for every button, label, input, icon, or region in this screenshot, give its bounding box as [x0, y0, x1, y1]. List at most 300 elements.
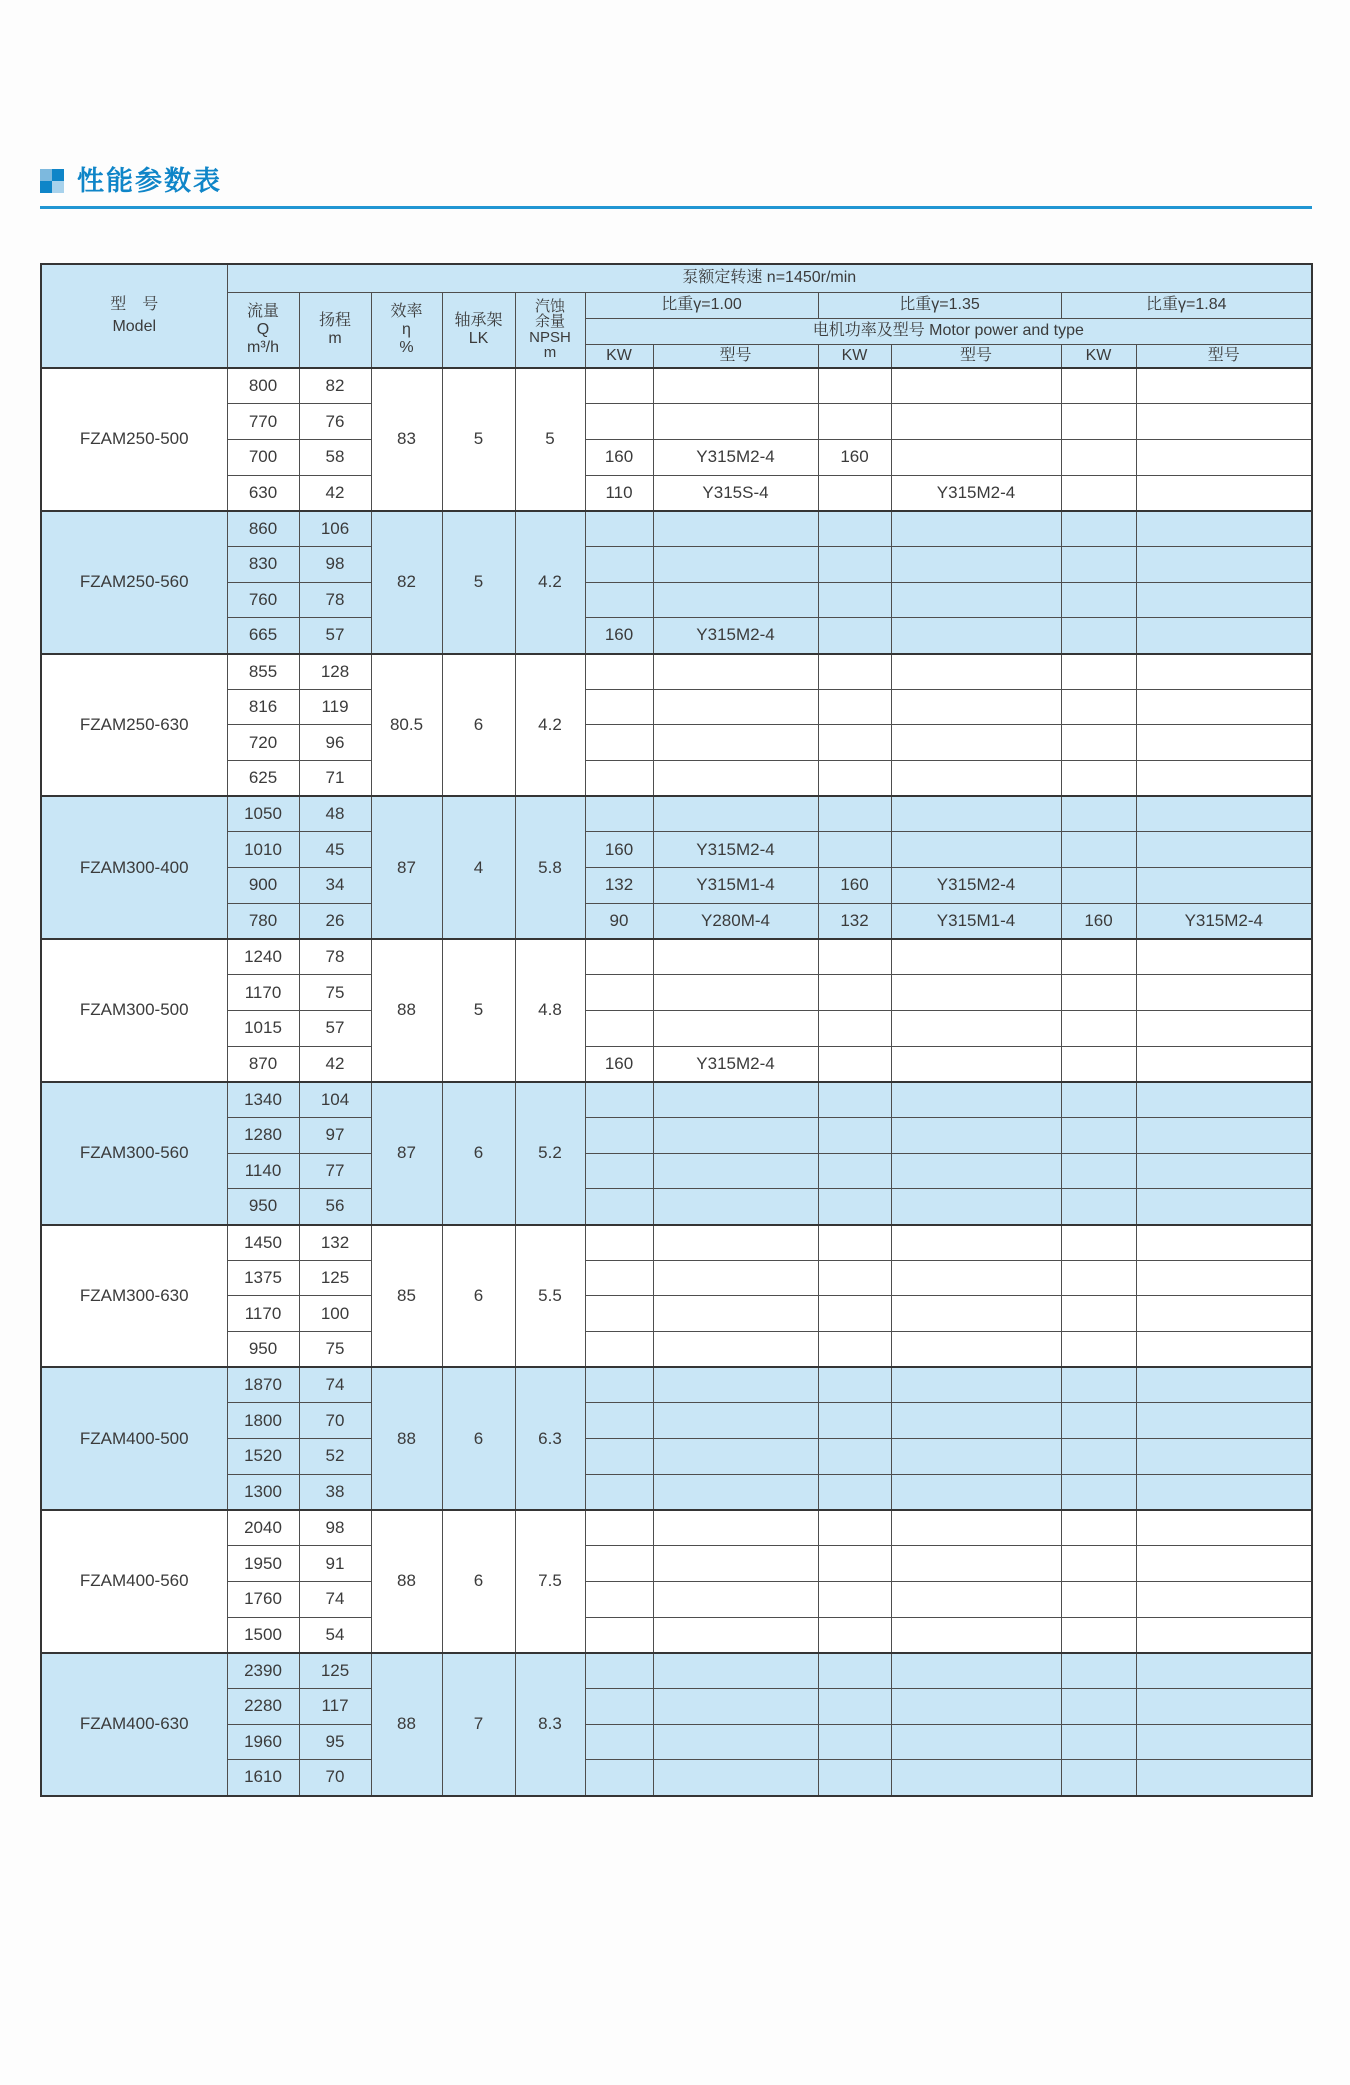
flow-cell: 950 — [227, 1332, 299, 1368]
lift-cell: 91 — [299, 1546, 371, 1582]
bearing-cell: 6 — [442, 654, 515, 797]
motor-kw-cell — [818, 1510, 891, 1546]
motor-type-cell — [1136, 1225, 1312, 1261]
npsh-cell: 5.5 — [515, 1225, 585, 1368]
motor-type-cell — [1136, 1724, 1312, 1760]
motor-kw-cell — [585, 654, 653, 690]
performance-parameter-table — [40, 263, 1313, 1797]
lift-cell: 76 — [299, 404, 371, 440]
motor-type-cell: Y315M2-4 — [653, 618, 818, 654]
lift-cell: 70 — [299, 1760, 371, 1796]
motor-type-cell — [653, 1653, 818, 1689]
flow-cell: 1760 — [227, 1581, 299, 1617]
header-gravity-100: 比重γ=1.00 — [585, 292, 818, 318]
motor-kw-cell — [818, 618, 891, 654]
title-underline — [40, 206, 1312, 209]
lift-cell: 52 — [299, 1439, 371, 1475]
section-header — [40, 165, 1350, 197]
motor-kw-cell — [818, 832, 891, 868]
motor-kw-cell — [1061, 1225, 1136, 1261]
motor-kw-cell — [585, 725, 653, 761]
motor-type-cell — [891, 511, 1061, 547]
motor-type-cell — [891, 439, 1061, 475]
motor-kw-cell — [1061, 368, 1136, 404]
flow-cell: 1300 — [227, 1474, 299, 1510]
motor-kw-cell — [585, 1474, 653, 1510]
motor-type-cell — [1136, 618, 1312, 654]
motor-kw-cell — [818, 1332, 891, 1368]
motor-type-cell — [1136, 1546, 1312, 1582]
motor-kw-cell — [585, 939, 653, 975]
motor-type-cell — [653, 511, 818, 547]
lift-cell: 125 — [299, 1260, 371, 1296]
table-header — [41, 264, 1312, 368]
efficiency-cell: 83 — [371, 368, 442, 511]
motor-type-cell — [1136, 1653, 1312, 1689]
motor-kw-cell — [818, 1153, 891, 1189]
motor-type-cell — [1136, 1760, 1312, 1796]
motor-kw-cell — [1061, 618, 1136, 654]
motor-kw-cell: 110 — [585, 475, 653, 511]
motor-kw-cell — [1061, 404, 1136, 440]
model-cell: FZAM400-630 — [41, 1653, 227, 1796]
lift-cell: 38 — [299, 1474, 371, 1510]
motor-type-cell — [1136, 1439, 1312, 1475]
motor-kw-cell — [818, 1010, 891, 1046]
header-rated-speed: 泵额定转速 n=1450r/min — [227, 264, 1312, 292]
lift-cell: 82 — [299, 368, 371, 404]
motor-kw-cell — [1061, 1688, 1136, 1724]
lift-cell: 106 — [299, 511, 371, 547]
motor-type-cell — [891, 368, 1061, 404]
flow-cell: 1050 — [227, 796, 299, 832]
motor-type-cell — [1136, 725, 1312, 761]
motor-type-cell — [1136, 582, 1312, 618]
flow-cell: 625 — [227, 761, 299, 797]
flow-cell: 1010 — [227, 832, 299, 868]
motor-type-cell: Y315M1-4 — [653, 868, 818, 904]
motor-type-cell — [891, 1082, 1061, 1118]
motor-type-cell — [653, 1082, 818, 1118]
flow-cell: 900 — [227, 868, 299, 904]
lift-cell: 119 — [299, 689, 371, 725]
motor-type-cell — [891, 654, 1061, 690]
motor-kw-cell — [585, 1760, 653, 1796]
bearing-cell: 5 — [442, 368, 515, 511]
flow-cell: 1340 — [227, 1082, 299, 1118]
motor-type-cell — [1136, 1688, 1312, 1724]
motor-kw-cell — [1061, 1474, 1136, 1510]
motor-kw-cell — [1061, 511, 1136, 547]
npsh-cell: 4.2 — [515, 511, 585, 654]
motor-type-cell — [653, 1117, 818, 1153]
motor-kw-cell: 132 — [818, 903, 891, 939]
motor-type-cell: Y315M2-4 — [653, 1046, 818, 1082]
motor-kw-cell — [585, 1332, 653, 1368]
motor-type-cell — [891, 1046, 1061, 1082]
motor-kw-cell — [585, 1510, 653, 1546]
motor-type-cell — [1136, 1403, 1312, 1439]
lift-cell: 54 — [299, 1617, 371, 1653]
motor-type-cell — [891, 1474, 1061, 1510]
lift-cell: 100 — [299, 1296, 371, 1332]
efficiency-cell: 87 — [371, 796, 442, 939]
motor-type-cell — [891, 1546, 1061, 1582]
motor-kw-cell — [1061, 725, 1136, 761]
lift-cell: 56 — [299, 1189, 371, 1225]
motor-kw-cell — [1061, 939, 1136, 975]
flow-cell: 770 — [227, 404, 299, 440]
motor-kw-cell: 160 — [585, 618, 653, 654]
lift-cell: 26 — [299, 903, 371, 939]
motor-kw-cell — [818, 1760, 891, 1796]
motor-type-cell — [891, 1760, 1061, 1796]
motor-type-cell — [653, 1688, 818, 1724]
motor-kw-cell — [585, 796, 653, 832]
motor-kw-cell — [585, 1189, 653, 1225]
lift-cell: 125 — [299, 1653, 371, 1689]
motor-type-cell — [891, 761, 1061, 797]
motor-type-cell — [891, 1510, 1061, 1546]
model-cell: FZAM250-560 — [41, 511, 227, 654]
motor-kw-cell — [818, 1046, 891, 1082]
motor-kw-cell: 160 — [585, 1046, 653, 1082]
col-header-kw-3: KW — [1061, 344, 1136, 368]
motor-kw-cell — [1061, 1189, 1136, 1225]
header-gravity-135: 比重γ=1.35 — [818, 292, 1061, 318]
section-marker-icon — [40, 169, 64, 193]
col-header-lift: 扬程 m — [299, 292, 371, 368]
motor-type-cell — [1136, 975, 1312, 1011]
motor-type-cell — [891, 1260, 1061, 1296]
motor-kw-cell — [585, 1403, 653, 1439]
motor-kw-cell — [818, 546, 891, 582]
motor-kw-cell — [585, 1724, 653, 1760]
flow-cell: 816 — [227, 689, 299, 725]
motor-type-cell — [891, 582, 1061, 618]
motor-type-cell — [1136, 1581, 1312, 1617]
model-cell: FZAM300-560 — [41, 1082, 227, 1225]
motor-kw-cell — [585, 1439, 653, 1475]
motor-type-cell — [891, 1724, 1061, 1760]
bearing-cell: 5 — [442, 939, 515, 1082]
lift-cell: 58 — [299, 439, 371, 475]
motor-type-cell — [653, 725, 818, 761]
motor-type-cell — [653, 404, 818, 440]
motor-type-cell — [1136, 1510, 1312, 1546]
motor-kw-cell — [818, 1082, 891, 1118]
motor-type-cell — [891, 1010, 1061, 1046]
motor-kw-cell — [1061, 546, 1136, 582]
motor-type-cell — [1136, 1189, 1312, 1225]
motor-type-cell — [1136, 1010, 1312, 1046]
motor-kw-cell — [818, 368, 891, 404]
motor-kw-cell — [818, 939, 891, 975]
motor-kw-cell — [585, 1225, 653, 1261]
motor-type-cell — [891, 1653, 1061, 1689]
lift-cell: 95 — [299, 1724, 371, 1760]
lift-cell: 74 — [299, 1581, 371, 1617]
motor-type-cell: Y315M2-4 — [891, 868, 1061, 904]
flow-cell: 1170 — [227, 1296, 299, 1332]
flow-cell: 630 — [227, 475, 299, 511]
motor-type-cell — [1136, 1260, 1312, 1296]
col-header-type-1: 型号 — [653, 344, 818, 368]
flow-cell: 1240 — [227, 939, 299, 975]
motor-kw-cell — [585, 1617, 653, 1653]
lift-cell: 117 — [299, 1688, 371, 1724]
flow-cell: 1140 — [227, 1153, 299, 1189]
motor-type-cell — [891, 404, 1061, 440]
motor-kw-cell — [585, 582, 653, 618]
motor-kw-cell — [818, 1439, 891, 1475]
motor-kw-cell — [1061, 1617, 1136, 1653]
motor-type-cell — [891, 1332, 1061, 1368]
motor-kw-cell — [1061, 1046, 1136, 1082]
motor-kw-cell — [585, 1546, 653, 1582]
motor-type-cell — [891, 725, 1061, 761]
motor-kw-cell — [585, 1688, 653, 1724]
flow-cell: 2280 — [227, 1688, 299, 1724]
flow-cell: 1170 — [227, 975, 299, 1011]
lift-cell: 132 — [299, 1225, 371, 1261]
motor-kw-cell — [1061, 475, 1136, 511]
motor-type-cell — [653, 1724, 818, 1760]
motor-type-cell — [891, 618, 1061, 654]
motor-type-cell: Y315M2-4 — [653, 439, 818, 475]
flow-cell: 860 — [227, 511, 299, 547]
efficiency-cell: 88 — [371, 1510, 442, 1653]
motor-kw-cell — [585, 975, 653, 1011]
flow-cell: 2390 — [227, 1653, 299, 1689]
motor-kw-cell — [585, 761, 653, 797]
flow-cell: 950 — [227, 1189, 299, 1225]
motor-kw-cell — [585, 1260, 653, 1296]
motor-type-cell — [653, 582, 818, 618]
bearing-cell: 4 — [442, 796, 515, 939]
lift-cell: 42 — [299, 1046, 371, 1082]
col-header-npsh: 汽蚀 余量 NPSH m — [515, 292, 585, 368]
motor-kw-cell — [1061, 1546, 1136, 1582]
motor-type-cell — [1136, 654, 1312, 690]
motor-type-cell — [1136, 1367, 1312, 1403]
motor-type-cell — [653, 975, 818, 1011]
motor-type-cell — [653, 1260, 818, 1296]
motor-type-cell: Y315M2-4 — [891, 475, 1061, 511]
flow-cell: 1800 — [227, 1403, 299, 1439]
motor-kw-cell — [1061, 975, 1136, 1011]
lift-cell: 78 — [299, 939, 371, 975]
lift-cell: 96 — [299, 725, 371, 761]
motor-kw-cell — [818, 796, 891, 832]
motor-kw-cell — [818, 1260, 891, 1296]
motor-kw-cell — [585, 1296, 653, 1332]
motor-kw-cell — [1061, 868, 1136, 904]
motor-kw-cell — [585, 368, 653, 404]
motor-type-cell — [653, 1617, 818, 1653]
motor-type-cell — [1136, 832, 1312, 868]
motor-kw-cell — [1061, 689, 1136, 725]
motor-kw-cell — [818, 1724, 891, 1760]
efficiency-cell: 85 — [371, 1225, 442, 1368]
motor-type-cell — [1136, 1296, 1312, 1332]
lift-cell: 75 — [299, 1332, 371, 1368]
motor-kw-cell — [1061, 1510, 1136, 1546]
model-cell: FZAM300-400 — [41, 796, 227, 939]
npsh-cell: 5.8 — [515, 796, 585, 939]
flow-cell: 1870 — [227, 1367, 299, 1403]
motor-type-cell — [1136, 689, 1312, 725]
efficiency-cell: 88 — [371, 1653, 442, 1796]
motor-kw-cell — [585, 511, 653, 547]
motor-kw-cell — [1061, 1153, 1136, 1189]
motor-type-cell — [1136, 761, 1312, 797]
table-body — [41, 368, 1312, 1796]
motor-type-cell — [1136, 1474, 1312, 1510]
header-gravity-184: 比重γ=1.84 — [1061, 292, 1312, 318]
motor-type-cell — [653, 1189, 818, 1225]
npsh-cell: 4.2 — [515, 654, 585, 797]
motor-type-cell — [1136, 404, 1312, 440]
motor-type-cell — [653, 1474, 818, 1510]
motor-kw-cell — [1061, 1082, 1136, 1118]
flow-cell: 1375 — [227, 1260, 299, 1296]
motor-kw-cell — [818, 1367, 891, 1403]
col-header-bearing: 轴承架 LK — [442, 292, 515, 368]
flow-cell: 1520 — [227, 1439, 299, 1475]
motor-type-cell — [653, 1010, 818, 1046]
motor-kw-cell: 160 — [585, 439, 653, 475]
efficiency-cell: 87 — [371, 1082, 442, 1225]
motor-kw-cell — [585, 689, 653, 725]
motor-type-cell — [891, 689, 1061, 725]
motor-type-cell: Y315M1-4 — [891, 903, 1061, 939]
motor-kw-cell — [1061, 582, 1136, 618]
motor-type-cell — [1136, 475, 1312, 511]
motor-kw-cell — [1061, 439, 1136, 475]
lift-cell: 48 — [299, 796, 371, 832]
motor-type-cell — [891, 1117, 1061, 1153]
motor-kw-cell: 160 — [818, 868, 891, 904]
motor-type-cell — [653, 1367, 818, 1403]
npsh-cell: 8.3 — [515, 1653, 585, 1796]
motor-kw-cell — [818, 404, 891, 440]
motor-type-cell — [653, 761, 818, 797]
lift-cell: 42 — [299, 475, 371, 511]
flow-cell: 720 — [227, 725, 299, 761]
motor-kw-cell — [1061, 1332, 1136, 1368]
lift-cell: 98 — [299, 546, 371, 582]
motor-kw-cell — [818, 1688, 891, 1724]
flow-cell: 665 — [227, 618, 299, 654]
motor-kw-cell — [1061, 1403, 1136, 1439]
motor-type-cell — [653, 1510, 818, 1546]
motor-type-cell — [891, 1189, 1061, 1225]
motor-type-cell — [891, 1367, 1061, 1403]
motor-type-cell — [653, 1296, 818, 1332]
motor-kw-cell — [818, 1296, 891, 1332]
npsh-cell: 5 — [515, 368, 585, 511]
flow-cell: 780 — [227, 903, 299, 939]
motor-kw-cell — [1061, 832, 1136, 868]
bearing-cell: 5 — [442, 511, 515, 654]
efficiency-cell: 88 — [371, 939, 442, 1082]
motor-kw-cell — [1061, 1724, 1136, 1760]
flow-cell: 855 — [227, 654, 299, 690]
lift-cell: 74 — [299, 1367, 371, 1403]
motor-kw-cell — [585, 1367, 653, 1403]
npsh-cell: 4.8 — [515, 939, 585, 1082]
motor-type-cell: Y280M-4 — [653, 903, 818, 939]
motor-kw-cell — [818, 1581, 891, 1617]
flow-cell: 1500 — [227, 1617, 299, 1653]
motor-kw-cell: 160 — [818, 439, 891, 475]
flow-cell: 760 — [227, 582, 299, 618]
motor-type-cell — [653, 1760, 818, 1796]
motor-kw-cell — [818, 1225, 891, 1261]
bearing-cell: 6 — [442, 1510, 515, 1653]
motor-kw-cell — [1061, 761, 1136, 797]
motor-type-cell — [1136, 939, 1312, 975]
motor-type-cell — [1136, 368, 1312, 404]
motor-kw-cell — [1061, 1760, 1136, 1796]
motor-type-cell — [653, 1225, 818, 1261]
bearing-cell: 6 — [442, 1082, 515, 1225]
motor-type-cell — [891, 1296, 1061, 1332]
bearing-cell: 6 — [442, 1225, 515, 1368]
motor-kw-cell — [1061, 1010, 1136, 1046]
motor-kw-cell — [818, 1474, 891, 1510]
motor-kw-cell — [1061, 1296, 1136, 1332]
col-header-kw-1: KW — [585, 344, 653, 368]
flow-cell: 800 — [227, 368, 299, 404]
motor-type-cell — [891, 832, 1061, 868]
model-cell: FZAM300-630 — [41, 1225, 227, 1368]
motor-kw-cell — [585, 404, 653, 440]
efficiency-cell: 88 — [371, 1367, 442, 1510]
motor-kw-cell — [1061, 654, 1136, 690]
motor-kw-cell — [818, 511, 891, 547]
motor-kw-cell — [585, 1153, 653, 1189]
motor-kw-cell: 160 — [585, 832, 653, 868]
motor-type-cell — [1136, 1617, 1312, 1653]
motor-type-cell — [1136, 868, 1312, 904]
model-cell: FZAM250-630 — [41, 654, 227, 797]
col-header-model-en: Model — [112, 318, 157, 335]
motor-kw-cell — [818, 1117, 891, 1153]
motor-type-cell — [653, 368, 818, 404]
motor-kw-cell — [585, 1082, 653, 1118]
motor-kw-cell — [1061, 1439, 1136, 1475]
motor-type-cell — [891, 1688, 1061, 1724]
motor-kw-cell: 90 — [585, 903, 653, 939]
motor-type-cell — [653, 1332, 818, 1368]
motor-kw-cell — [818, 689, 891, 725]
motor-type-cell — [1136, 546, 1312, 582]
motor-type-cell — [891, 939, 1061, 975]
motor-type-cell — [891, 1403, 1061, 1439]
motor-type-cell — [891, 1153, 1061, 1189]
flow-cell: 870 — [227, 1046, 299, 1082]
motor-type-cell — [653, 654, 818, 690]
col-header-flow: 流量 Q m³/h — [227, 292, 299, 368]
col-header-model-zh: 型 号 — [110, 296, 159, 314]
motor-type-cell — [1136, 439, 1312, 475]
motor-type-cell: Y315M2-4 — [653, 832, 818, 868]
lift-cell: 70 — [299, 1403, 371, 1439]
motor-type-cell — [1136, 1332, 1312, 1368]
flow-cell: 1450 — [227, 1225, 299, 1261]
